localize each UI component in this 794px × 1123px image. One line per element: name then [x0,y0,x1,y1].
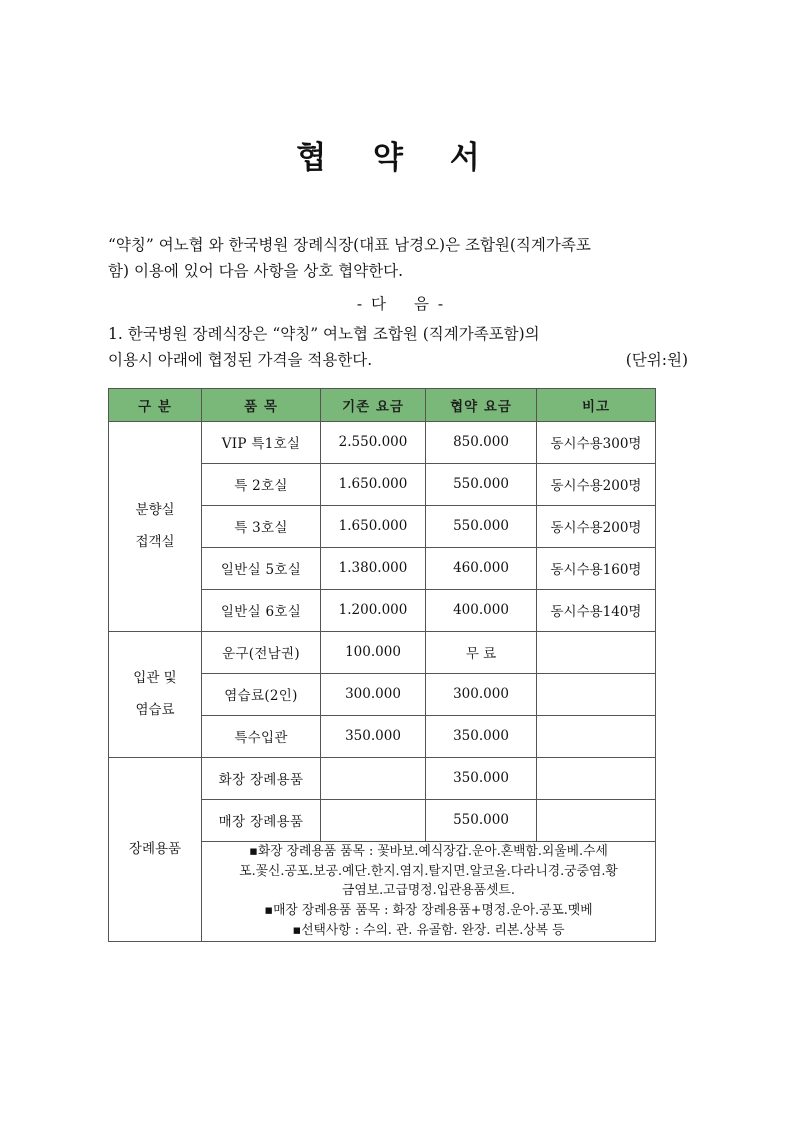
column-header-remarks: 비고 [537,388,656,421]
table-head [109,388,656,421]
cell-agreed-price: 300.000 [426,673,537,715]
cell-base-price: 100.000 [321,631,426,673]
cell-item: 매장 장례용품 [202,799,321,841]
cell-remarks: 동시수용200명 [537,505,656,547]
cell-agreed-price: 350.000 [426,757,537,799]
table-row [109,757,656,799]
note-line: ▪화장 장례용품 품목 : 꽃바보.예식장갑.운아.혼백함.외울베.수세 [249,843,608,859]
cell-agreed-price: 550.000 [426,799,537,841]
unit-note: (단위:원) [625,351,688,370]
cell-item: VIP 특1호실 [202,421,321,463]
group-label-encoffining [109,631,202,757]
group-label-line2: 염습료 [135,702,175,719]
cell-agreed-price: 무 료 [426,631,537,673]
column-header-agreed-price: 협약 요금 [426,388,537,421]
cell-agreed-price: 850.000 [426,421,537,463]
cell-base-price: 1.380.000 [321,547,426,589]
cell-remarks: 동시수용140명 [537,589,656,631]
section-divider-label [108,291,694,317]
page-title: 협 약 서 [296,140,498,176]
cell-item: 일반실 6호실 [202,589,321,631]
note-line: ▪매장 장례용품 품목 : 화장 장례용품+명정.운아.공포.몟베 [264,903,593,919]
column-header-base-price: 기존 요금 [321,388,426,421]
cell-remarks [537,631,656,673]
cell-remarks [537,757,656,799]
cell-item: 특수입관 [202,715,321,757]
intro-paragraph-line2: 함) 이용에 있어 다음 사항을 상호 협약한다. [108,262,404,281]
cell-agreed-price: 550.000 [426,505,537,547]
group-label-funeral-hall [109,421,202,631]
table-row [109,421,656,463]
clause-1-line2-wrapper [108,347,694,373]
group-label-line1: 입관 및 [133,669,177,686]
cell-base-price: 1.200.000 [321,589,426,631]
table-row [109,631,656,673]
group-label-line2: 접객실 [135,534,175,551]
note-line: 포.꽃신.공포.보공.예단.한지.염지.탈지면.알코올.다라니경.궁중염.황 [239,863,618,879]
table-header-row [109,388,656,421]
cell-remarks: 동시수용300명 [537,421,656,463]
intro-paragraph-line1: “약칭” 여노협 와 한국병원 장례식장(대표 남경오)은 조합원(직계가족포 [108,236,591,254]
cell-agreed-price: 550.000 [426,463,537,505]
price-table [108,388,656,942]
cell-item: 일반실 5호실 [202,547,321,589]
cell-remarks [537,715,656,757]
cell-item: 특 2호실 [202,463,321,505]
cell-agreed-price: 460.000 [426,547,537,589]
clause-1-line1: 1. 한국병원 장례식장은 “약칭” 여노협 조합원 (직계가족포함)의 [108,325,540,344]
divider-left-text: - 다 [356,294,388,313]
cell-agreed-price: 400.000 [426,589,537,631]
funeral-goods-detail-note [202,841,656,941]
divider-right-text: 음 - [414,294,446,313]
cell-item: 화장 장례용품 [202,757,321,799]
cell-remarks: 동시수용160명 [537,547,656,589]
cell-base-price: 1.650.000 [321,463,426,505]
clause-1-line2: 이용시 아래에 협정된 가격을 적용한다. [108,351,373,370]
column-header-item: 품 목 [202,388,321,421]
cell-item: 염습료(2인) [202,673,321,715]
cell-agreed-price: 350.000 [426,715,537,757]
cell-item: 특 3호실 [202,505,321,547]
note-line: ▪선택사항 : 수의. 관. 유골함. 완장. 리본.상복 등 [292,923,565,939]
cell-item: 운구(전남권) [202,631,321,673]
cell-base-price: 350.000 [321,715,426,757]
group-label-line1: 분향실 [135,501,175,518]
cell-base-price: 300.000 [321,673,426,715]
cell-remarks [537,673,656,715]
document-body [0,232,794,374]
cell-base-price [321,757,426,799]
cell-base-price [321,799,426,841]
cell-base-price: 2.550.000 [321,421,426,463]
note-line: 금염보.고급명정.입관용품셋트. [342,883,515,899]
cell-base-price: 1.650.000 [321,505,426,547]
cell-remarks [537,799,656,841]
cell-remarks: 동시수용200명 [537,463,656,505]
column-header-category: 구 분 [109,388,202,421]
group-label-funeral-goods: 장례용품 [109,757,202,941]
table-body [109,421,656,941]
